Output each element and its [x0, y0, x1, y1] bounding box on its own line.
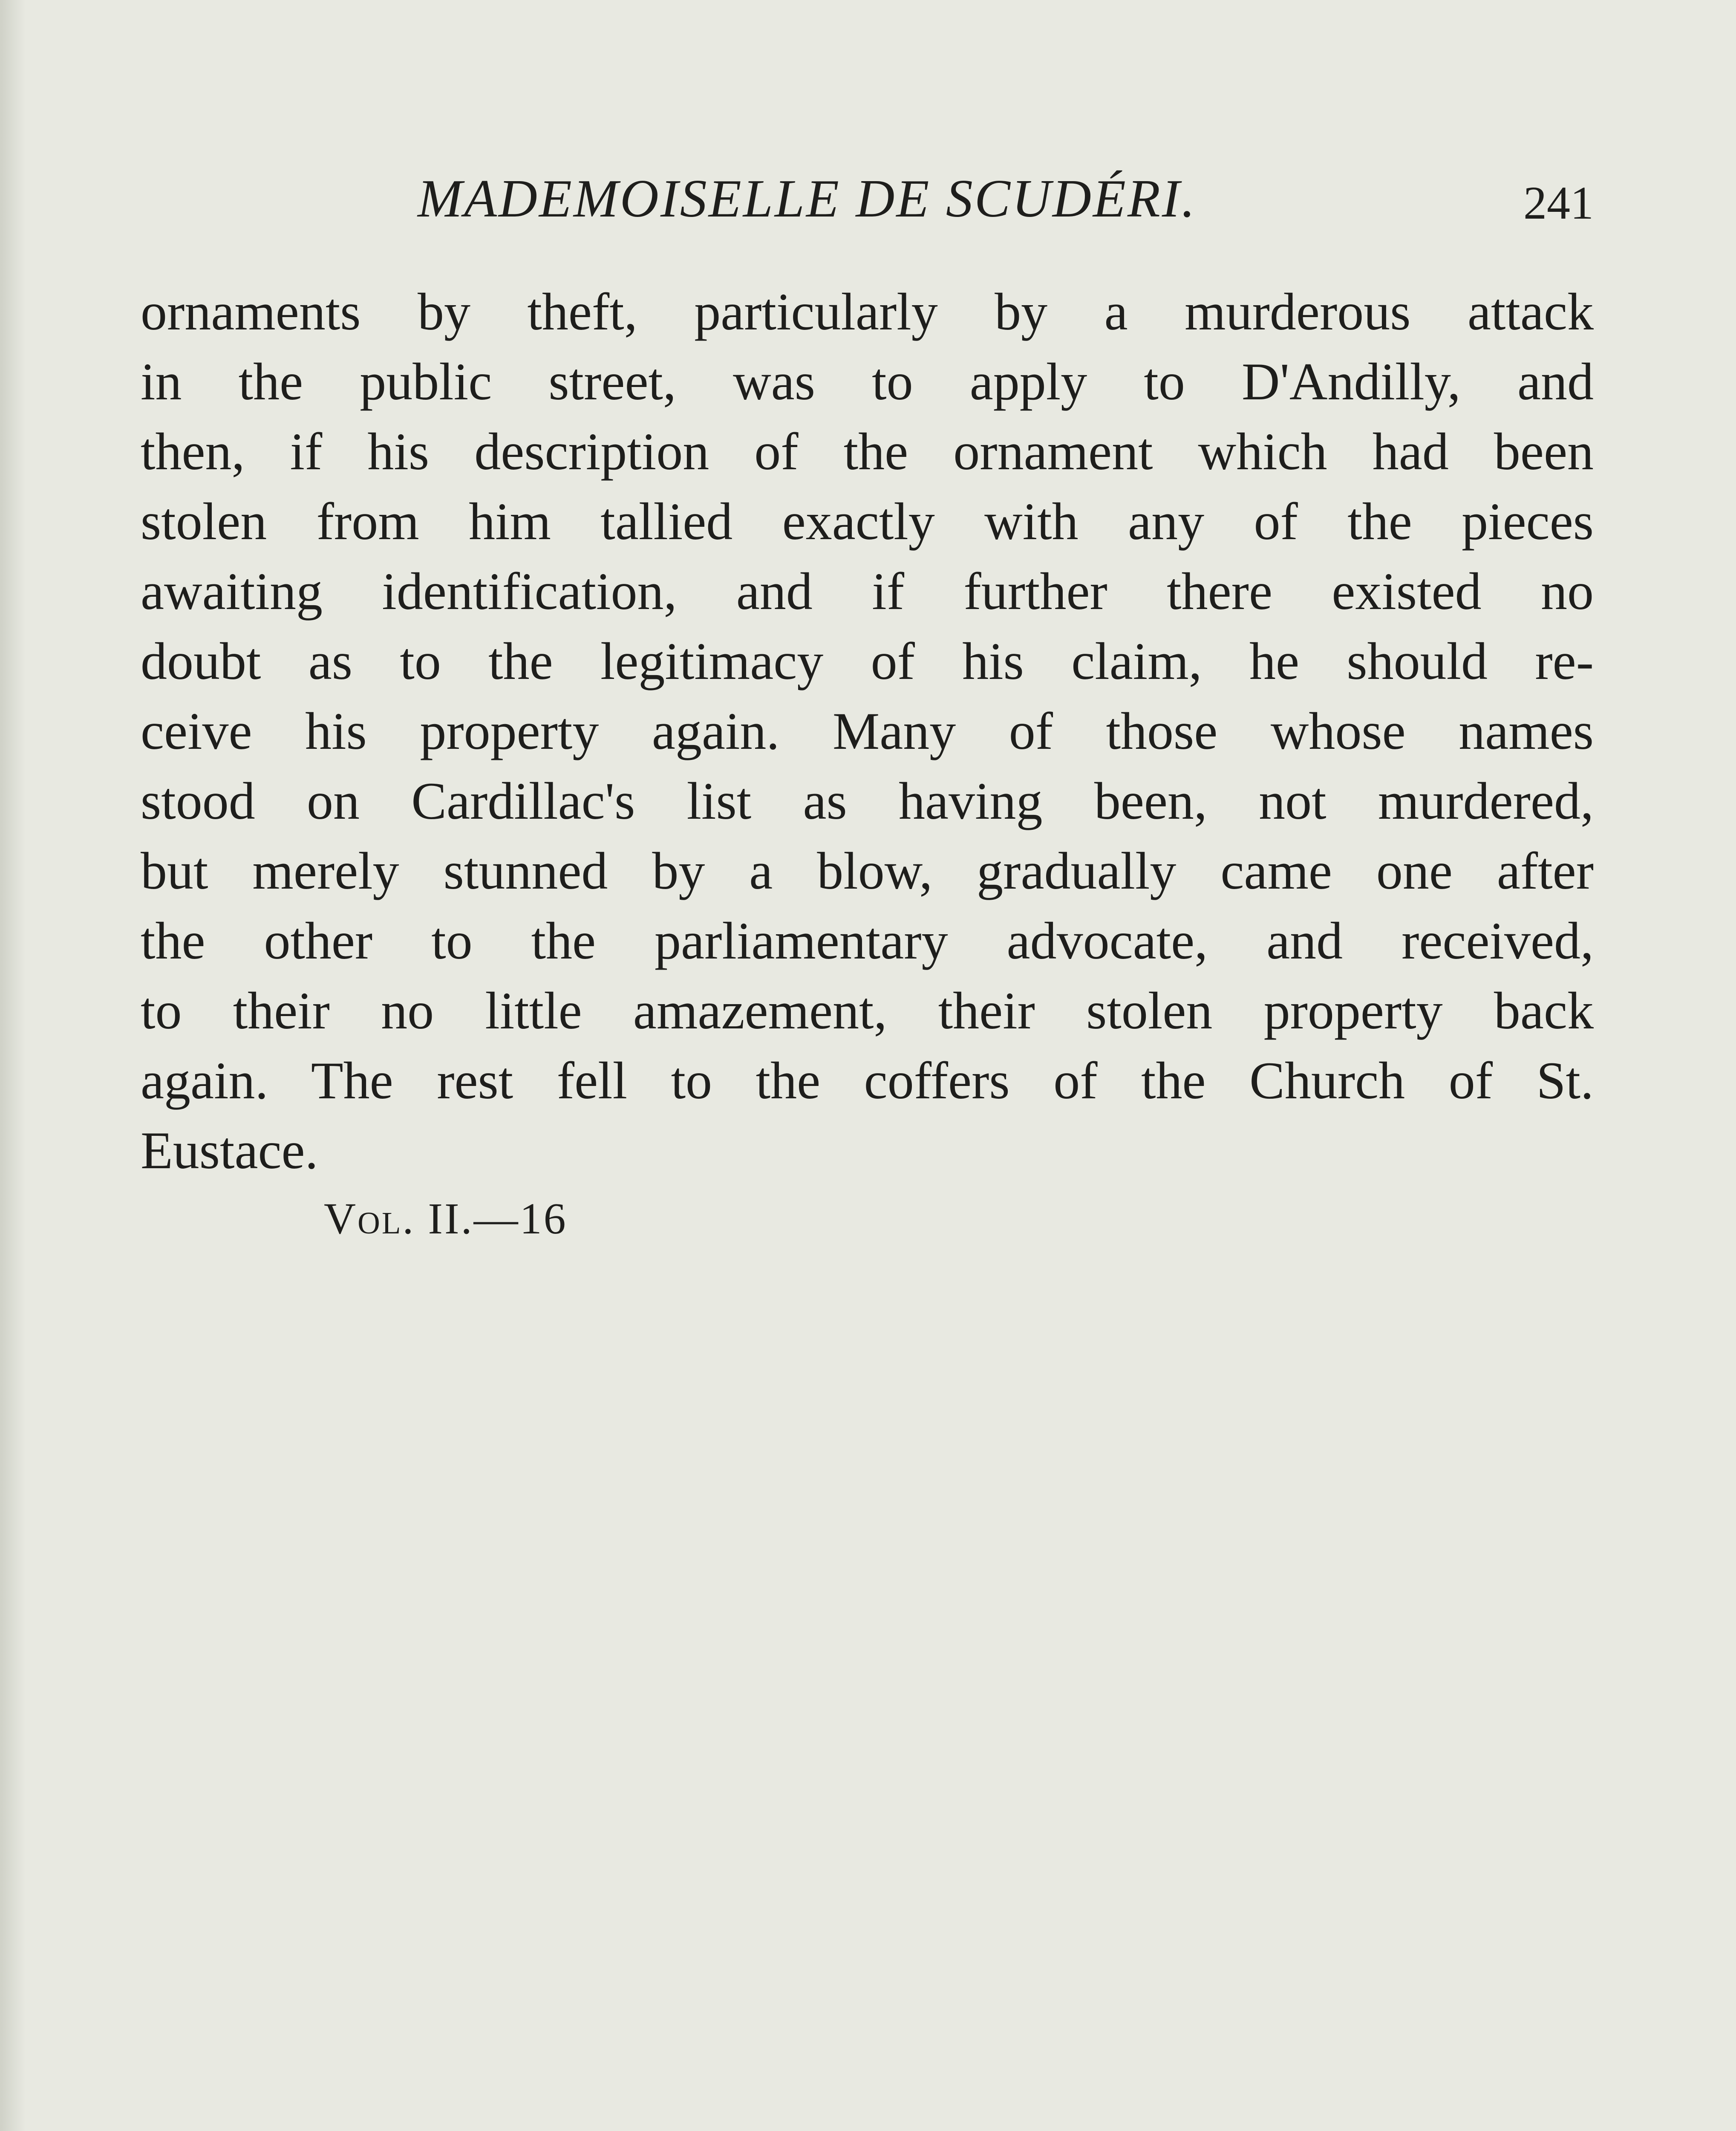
text-line: awaiting identification, and if further there existed no: [141, 562, 1594, 621]
text-line: in the public street, was to apply to D'Andilly, and: [141, 352, 1594, 411]
text-line: but merely stunned by a blow, gradually came one after: [141, 842, 1594, 900]
page-number: 241: [1523, 177, 1594, 229]
text-line: Eustace.: [141, 1121, 318, 1180]
running-title: MADEMOISELLE DE SCUDÉRI.: [418, 169, 1197, 228]
page-header: [145, 168, 1594, 232]
text-line: to their no little amazement, their stolen property back: [141, 982, 1594, 1040]
text-line: the other to the parliamentary advocate, and received,: [141, 912, 1594, 970]
text-line: stood on Cardillac's list as having been, not murdered,: [141, 772, 1594, 830]
text-line: then, if his description of the ornament which had been: [141, 422, 1594, 481]
page-edge-shadow: [0, 0, 26, 2131]
text-line: doubt as to the legitimacy of his claim, he should re-: [141, 632, 1594, 690]
signature-mark: Vol. II.—16: [324, 1194, 568, 1243]
text-line: stolen from him tallied exactly with any of the pieces: [141, 492, 1594, 551]
text-line: ceive his property again. Many of those whose names: [141, 702, 1594, 760]
text-line: ornaments by theft, particularly by a murderous attack: [141, 283, 1594, 341]
text-line: again. The rest fell to the coffers of the Church of St.: [141, 1051, 1594, 1110]
body-text: [141, 277, 1594, 1186]
